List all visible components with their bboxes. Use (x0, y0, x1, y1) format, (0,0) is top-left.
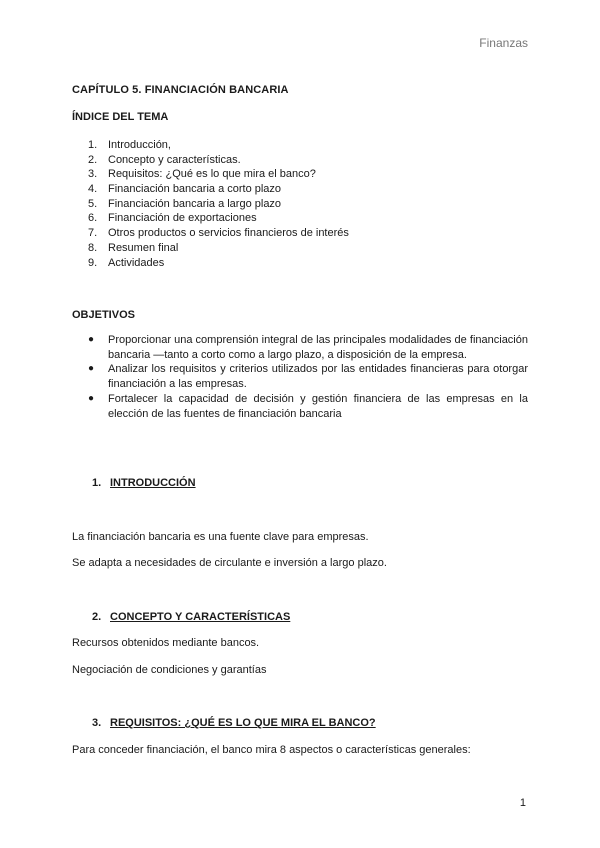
objective-text: Analizar los requisitos y criterios utilizados por las entidades financieras para otorgar financiación a las empresas. (108, 363, 528, 391)
objective-text: Proporcionar una comprensión integral de las principales modalidades de financiación bancaria —tanto a corto como a largo plazo, a disposición de la empresa. (108, 334, 528, 361)
index-item (88, 256, 349, 271)
index-item-text: Concepto y características. (108, 153, 241, 166)
section-number: 1. (92, 477, 102, 489)
section-heading-requisitos (92, 717, 376, 729)
objectives-heading: OBJETIVOS (72, 309, 135, 321)
paragraph: Recursos obtenidos mediante bancos. (72, 637, 260, 649)
objective-item (88, 362, 528, 391)
index-item (88, 211, 349, 226)
section-heading-concepto (92, 611, 290, 623)
index-item-number: 1. (88, 139, 98, 151)
section-title: INTRODUCCIÓN (110, 477, 196, 489)
page-number: 1 (519, 797, 526, 809)
objective-item (88, 392, 528, 421)
index-item (88, 182, 349, 197)
objective-item (88, 333, 528, 362)
objective-text: Fortalecer la capacidad de decisión y gestión financiera de las empresas en la elección de las fuentes de financiación bancaria (108, 392, 528, 420)
index-item (88, 226, 349, 241)
section-title: REQUISITOS: ¿QUÉ ES LO QUE MIRA EL BANCO? (110, 717, 376, 729)
paragraph: La financiación bancaria es una fuente clave para empresas. (72, 531, 369, 543)
bullet-icon: ● (88, 363, 95, 375)
index-item-text: Requisitos: ¿Qué es lo que mira el banco? (108, 168, 316, 181)
index-item-number: 6. (88, 212, 98, 225)
index-item-number: 7. (88, 227, 98, 240)
section-heading-introduccion (92, 477, 196, 489)
index-item-number: 8. (88, 241, 98, 254)
section-title: CONCEPTO Y CARACTERÍSTICAS (110, 611, 291, 623)
index-item-number: 4. (88, 183, 98, 196)
chapter-title: CAPÍTULO 5. FINANCIACIÓN BANCARIA (72, 84, 289, 96)
index-item-number: 3. (88, 168, 98, 181)
index-item-text: Otros productos o servicios financieros de interés (108, 227, 349, 240)
paragraph: Se adapta a necesidades de circulante e inversión a largo plazo. (72, 557, 387, 569)
index-item (88, 197, 349, 212)
index-item-text: Introducción, (108, 139, 171, 151)
section-number: 2. (92, 611, 102, 623)
index-item (88, 138, 349, 153)
index-item-text: Actividades (108, 256, 165, 269)
index-item (88, 167, 349, 182)
running-header: Finanzas (479, 36, 528, 50)
index-item (88, 241, 349, 256)
index-heading: ÍNDICE DEL TEMA (72, 111, 169, 123)
index-item-number: 5. (88, 197, 98, 210)
section-number: 3. (92, 717, 102, 729)
index-item-number: 2. (88, 153, 98, 166)
bullet-icon: ● (88, 334, 95, 345)
objectives-list (88, 333, 528, 421)
paragraph: Negociación de condiciones y garantías (72, 664, 267, 676)
index-item (88, 153, 349, 168)
index-item-text: Financiación de exportaciones (108, 212, 257, 225)
bullet-icon: ● (88, 392, 95, 404)
index-item-text: Resumen final (108, 241, 179, 254)
index-item-number: 9. (88, 256, 98, 269)
index-item-text: Financiación bancaria a largo plazo (108, 197, 282, 210)
index-list (88, 138, 349, 270)
paragraph: Para conceder financiación, el banco mira 8 aspectos o características generales: (72, 744, 471, 756)
index-item-text: Financiación bancaria a corto plazo (108, 183, 282, 196)
